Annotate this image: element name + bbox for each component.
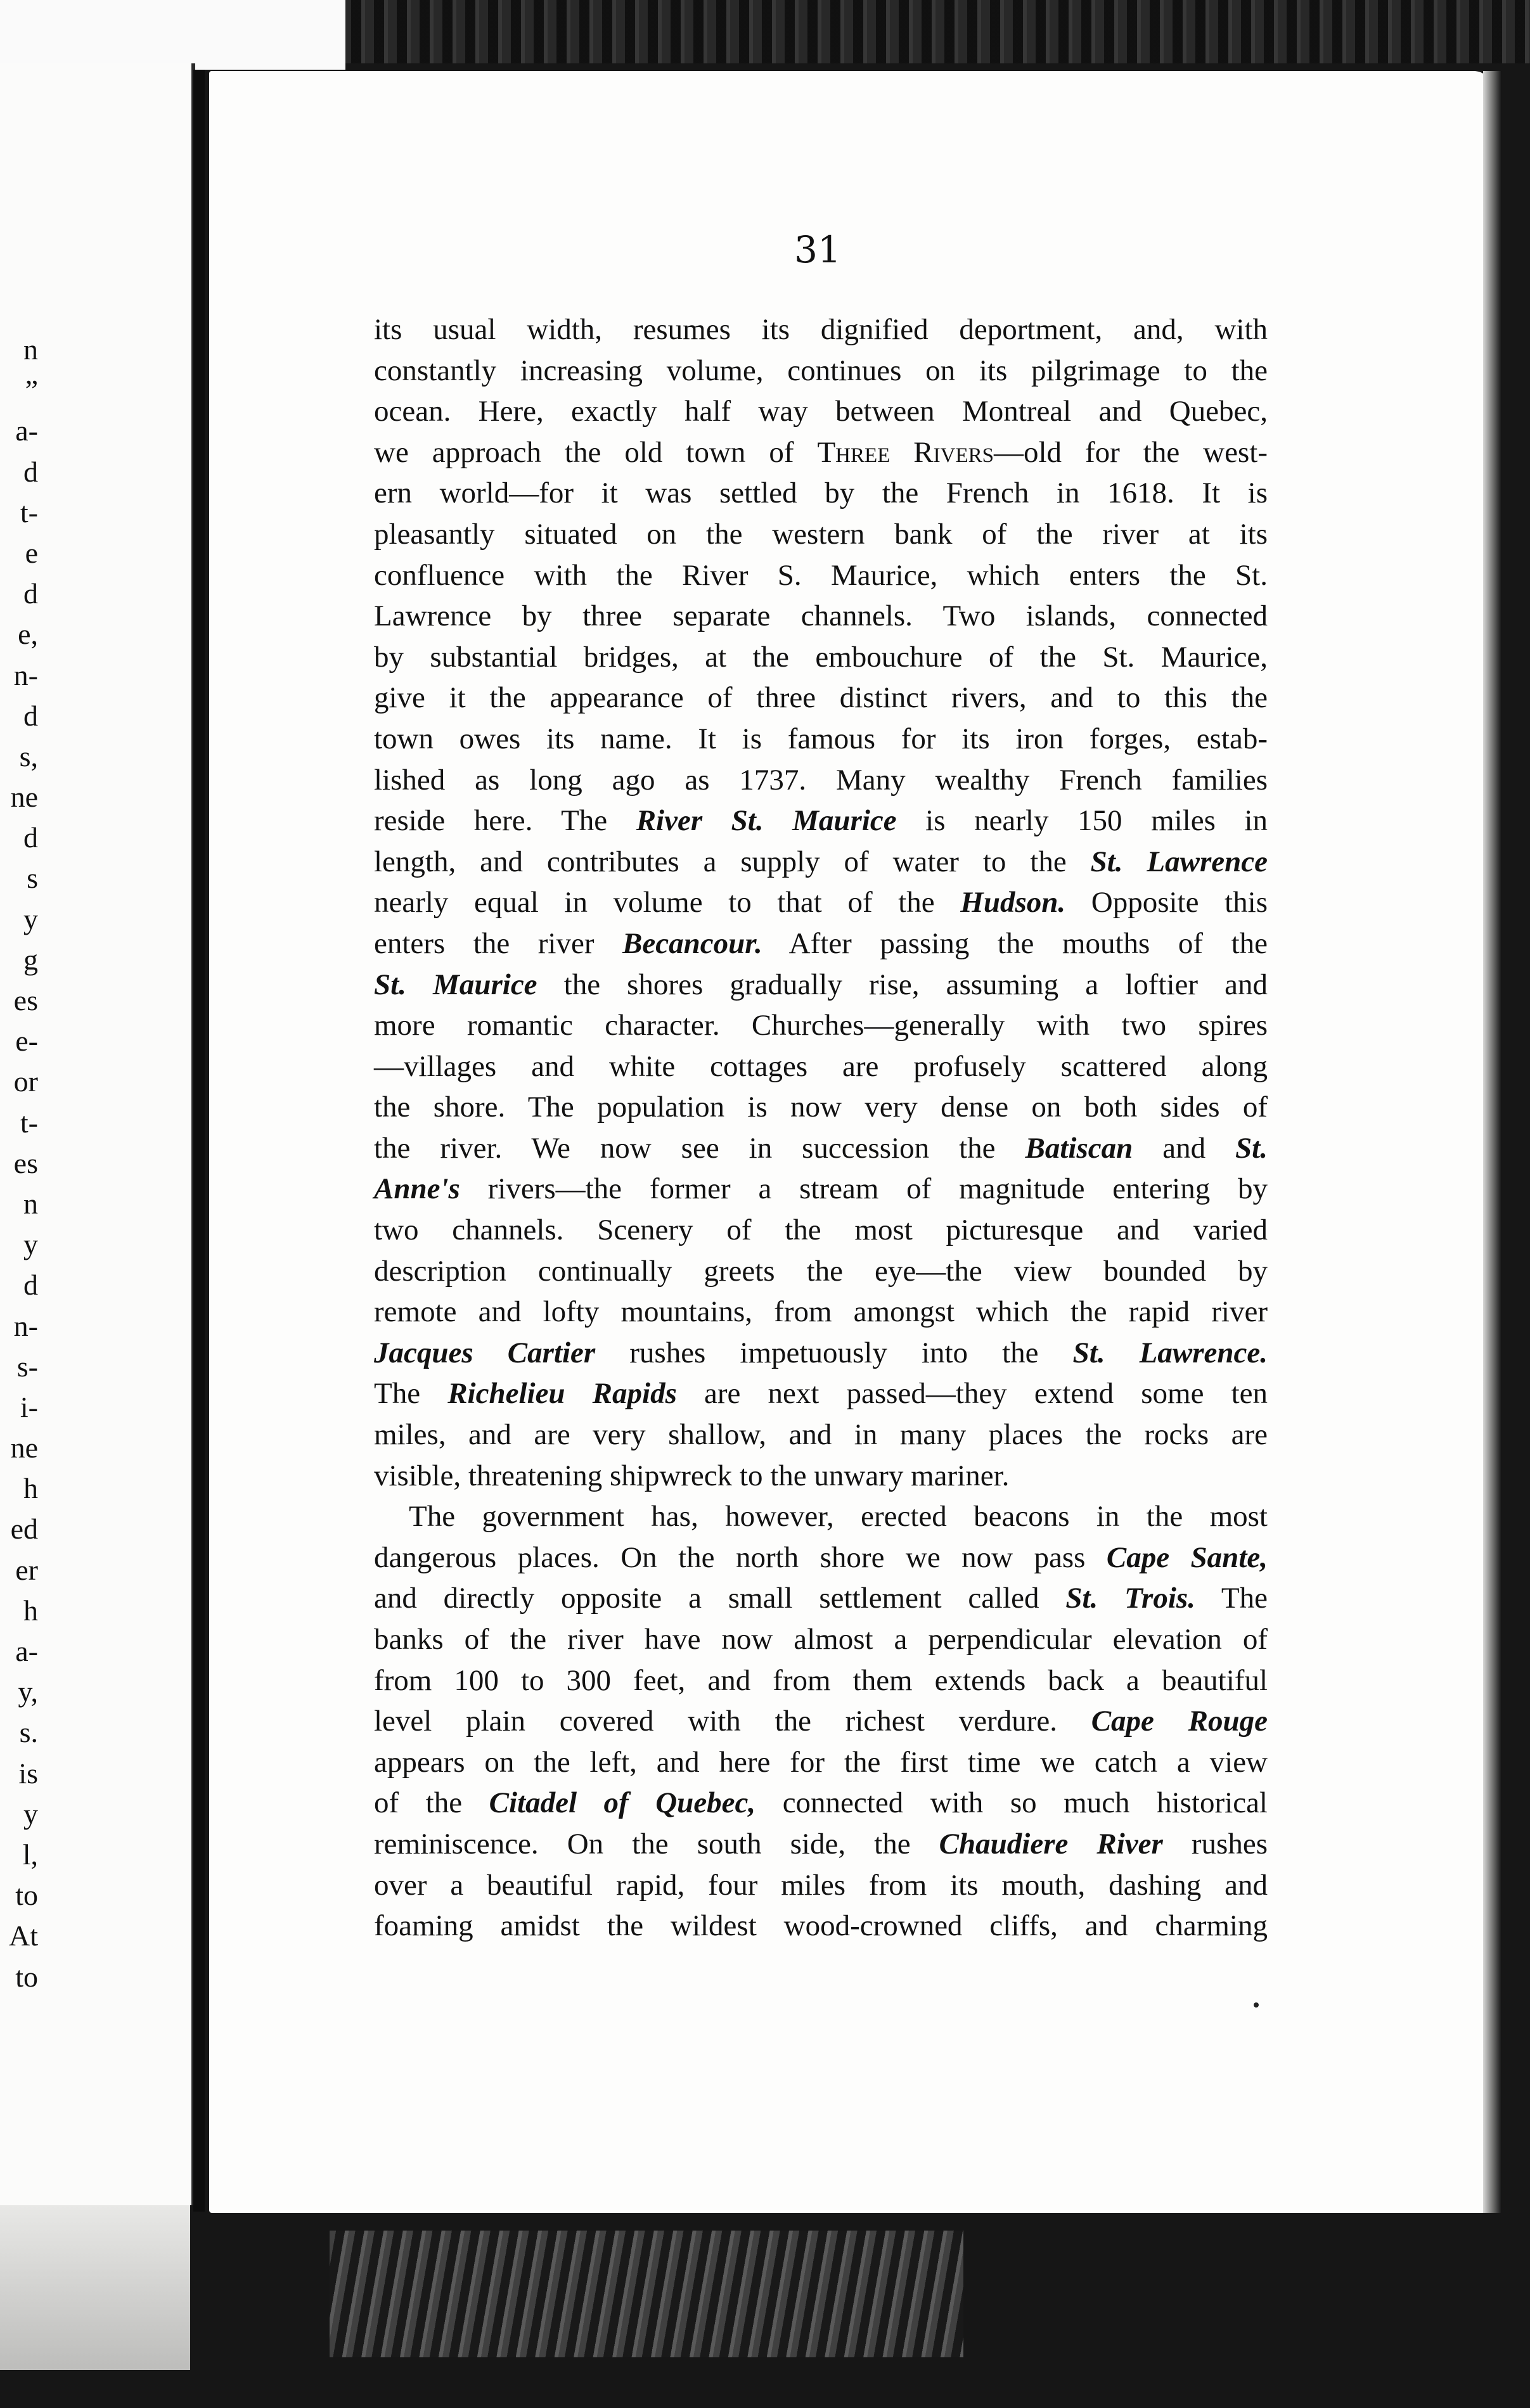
left-fragment: d [23,577,38,610]
text-run: and [1133,1131,1236,1165]
left-fragment: y [23,1797,38,1830]
italic-place-name: Cape Sante, [1106,1540,1268,1574]
left-fragment: h [23,1472,38,1505]
italic-place-name: Cape Rouge [1091,1705,1268,1738]
left-fragment: s, [19,740,38,772]
text-line [374,596,1268,637]
text-run: connected with so much historical [755,1786,1268,1820]
italic-place-name: Chaudiere River [939,1827,1163,1860]
text-run: the shore. The population is now very dense on both sides of [374,1091,1268,1124]
text-run: banks of the river have now almost a perpendicular elevation of [374,1623,1268,1656]
left-fragment: y [23,902,38,935]
text-line [374,760,1268,801]
left-fragment: to [15,1960,38,1993]
left-fragment: d [23,699,38,732]
left-page-top-edge [0,0,345,70]
text-run: remote and lofty mountains, from amongst which the rapid river [374,1295,1268,1329]
text-line [374,1005,1268,1046]
left-fragment: t- [20,496,38,528]
text-line [374,1865,1268,1906]
text-line [374,1087,1268,1128]
page-edge-shadow [1483,71,1502,2213]
text-run: —villages and white cottages are profusely scattered along [374,1049,1268,1083]
text-run: more romantic character. Churches—generally with two spires [374,1009,1268,1042]
text-run: lished as long ago as 1737. Many wealthy French families [374,763,1268,797]
text-line [374,1701,1268,1742]
text-line [374,1537,1268,1579]
text-run: The government has, however, erected beacons in the most [409,1500,1268,1534]
left-fragment: ” [25,374,38,407]
italic-place-name: St. Lawrence [1090,845,1268,878]
text-run: dangerous places. On the north shore we now pass [374,1540,1107,1574]
text-line [374,637,1268,678]
left-fragment: g [23,943,38,976]
text-line [374,432,1268,473]
text-line [374,1210,1268,1251]
text-run: description continually greets the eye—the view bounded by [374,1254,1268,1288]
text-line [374,350,1268,392]
text-line [374,473,1268,514]
italic-place-name: Hudson. [960,886,1066,919]
italic-place-name: St. Trois. [1065,1582,1195,1615]
text-line [374,719,1268,760]
left-fragment: e [25,536,38,569]
italic-place-name: Becancour. [622,926,762,960]
text-line [374,1824,1268,1865]
text-line [374,1373,1268,1414]
text-run: visible, threatening shipwreck to the unwary mariner. [374,1459,1010,1492]
left-fragment: l, [22,1838,38,1871]
left-fragment: d [23,821,38,854]
left-fragment: n- [13,1309,38,1342]
book-spine [193,70,205,2212]
text-line [374,1783,1268,1824]
text-run: After passing the mouths of the [762,926,1268,960]
text-run: The [374,1377,448,1411]
left-fragment: ed [10,1513,38,1546]
text-line [374,842,1268,883]
italic-place-name: St. Maurice [374,968,537,1001]
text-line [374,1414,1268,1456]
left-fragment: At [9,1919,38,1952]
text-run: from 100 to 300 feet, and from them extends back a beautiful [374,1663,1268,1697]
text-line [374,964,1268,1006]
left-fragment: a- [15,414,38,447]
page-number: 31 [794,228,841,271]
left-fragment: h [23,1594,38,1627]
italic-place-name: Citadel of Quebec, [489,1786,756,1820]
italic-place-name: St. Lawrence. [1072,1336,1268,1369]
text-run: confluence with the River S. Maurice, which enters the St. [374,558,1268,592]
italic-place-name: Anne's [374,1172,460,1206]
text-line [374,1905,1268,1947]
text-line [374,391,1268,432]
text-line [374,1251,1268,1292]
italic-place-name: Jacques Cartier [374,1336,596,1369]
italic-place-name: St. [1235,1131,1268,1165]
text-run: enters the river [374,926,623,960]
left-fragment: i- [20,1390,38,1423]
text-line [374,1456,1268,1497]
left-fragment: y [23,1228,38,1261]
text-run: the river. We now see in succession the [374,1131,1025,1165]
text-line [374,1496,1268,1537]
text-line [374,514,1268,555]
ink-speck [1254,2002,1259,2008]
left-fragment: to [15,1879,38,1912]
text-run: constantly increasing volume, continues on its pilgrimage to the [374,354,1268,387]
text-run: ocean. Here, exactly half way between Montreal and Quebec, [374,395,1268,428]
text-run: by substantial bridges, at the embouchure of the St. Maurice, [374,640,1268,674]
text-line [374,1169,1268,1210]
italic-place-name: Batiscan [1025,1131,1133,1165]
left-fragment: s. [19,1716,38,1749]
text-line [374,923,1268,964]
text-line [374,1128,1268,1169]
text-line [374,1660,1268,1701]
text-run: its usual width, resumes its dignified deportment, and, with [374,313,1268,346]
text-line [374,677,1268,719]
left-fragment: a- [15,1635,38,1667]
text-run: pleasantly situated on the western bank of the river at its [374,517,1268,551]
left-fragment: n- [13,658,38,691]
left-fragment: es [13,1146,38,1179]
text-run: Lawrence by three separate channels. Two islands, connected [374,599,1268,633]
text-run: over a beautiful rapid, four miles from its mouth, dashing and [374,1868,1268,1902]
left-fragment: s- [16,1350,38,1383]
text-line [374,1333,1268,1374]
text-run: two channels. Scenery of the most picturesque and varied [374,1214,1268,1247]
text-run: give it the appearance of three distinct rivers, and to this the [374,681,1268,715]
text-run: reminiscence. On the south side, the [374,1827,939,1860]
left-fragment: t- [20,1106,38,1139]
text-run: level plain covered with the richest verdure. [374,1705,1091,1738]
text-run: rushes impetuously into the [595,1336,1073,1369]
text-run: and directly opposite a small settlement called [374,1582,1066,1615]
italic-place-name: Richelieu Rapids [447,1377,677,1411]
text-line [374,1291,1268,1333]
left-fragment: or [13,1065,38,1098]
text-run: foaming amidst the wildest wood-crowned cliffs, and charming [374,1909,1268,1943]
text-run: reside here. The [374,804,636,838]
text-run: Opposite this [1065,886,1268,919]
left-fragment: n [23,1187,38,1220]
text-line [374,1742,1268,1783]
text-run: appears on the left, and here for the first time we catch a view [374,1745,1268,1779]
text-run: is nearly 150 miles in [896,804,1268,838]
left-fragment: n [23,333,38,366]
left-fragment: ne [10,1431,38,1464]
text-run: we approach the old town of [374,435,818,469]
scanner-background-top [342,0,1530,63]
left-fragment: es [13,984,38,1016]
text-line [374,555,1268,596]
text-run: nearly equal in volume to that of the [374,886,961,919]
left-page-text-fragments [0,330,38,1997]
left-fragment: e- [15,1025,38,1058]
text-line [374,1046,1268,1087]
text-run: rushes [1162,1827,1268,1860]
page-body-text [374,309,1268,1947]
text-line [374,800,1268,842]
text-line [374,1619,1268,1660]
text-run: rivers—the former a stream of magnitude entering by [460,1172,1268,1206]
left-fragment: d [23,455,38,488]
left-fragment: y, [18,1675,38,1708]
text-run: —old for the west- [994,435,1268,469]
small-caps-text: Three Rivers [817,435,994,469]
left-page-bottom-edge [0,2205,190,2370]
left-fragment: e, [18,618,38,651]
text-line [374,1578,1268,1619]
text-run: of the [374,1786,489,1820]
text-run: town owes its name. It is famous for its iron forges, estab- [374,722,1268,755]
text-line [374,309,1268,350]
scanner-background-bottom [330,2231,963,2357]
text-run: are next passed—they extend some ten [676,1377,1268,1411]
text-line [374,882,1268,923]
left-fragment: is [18,1757,38,1790]
left-fragment: er [15,1553,38,1586]
italic-place-name: River St. Maurice [636,804,897,838]
text-run: miles, and are very shallow, and in many places the rocks are [374,1418,1268,1452]
text-run: The [1195,1582,1268,1615]
text-run: length, and contributes a supply of water to the [374,845,1091,878]
left-fragment: s [27,862,38,895]
text-run: ern world—for it was settled by the French in 1618. It is [374,477,1268,510]
left-fragment: d [23,1269,38,1302]
left-fragment: ne [10,781,38,814]
text-run: the shores gradually rise, assuming a loftier and [537,968,1268,1001]
